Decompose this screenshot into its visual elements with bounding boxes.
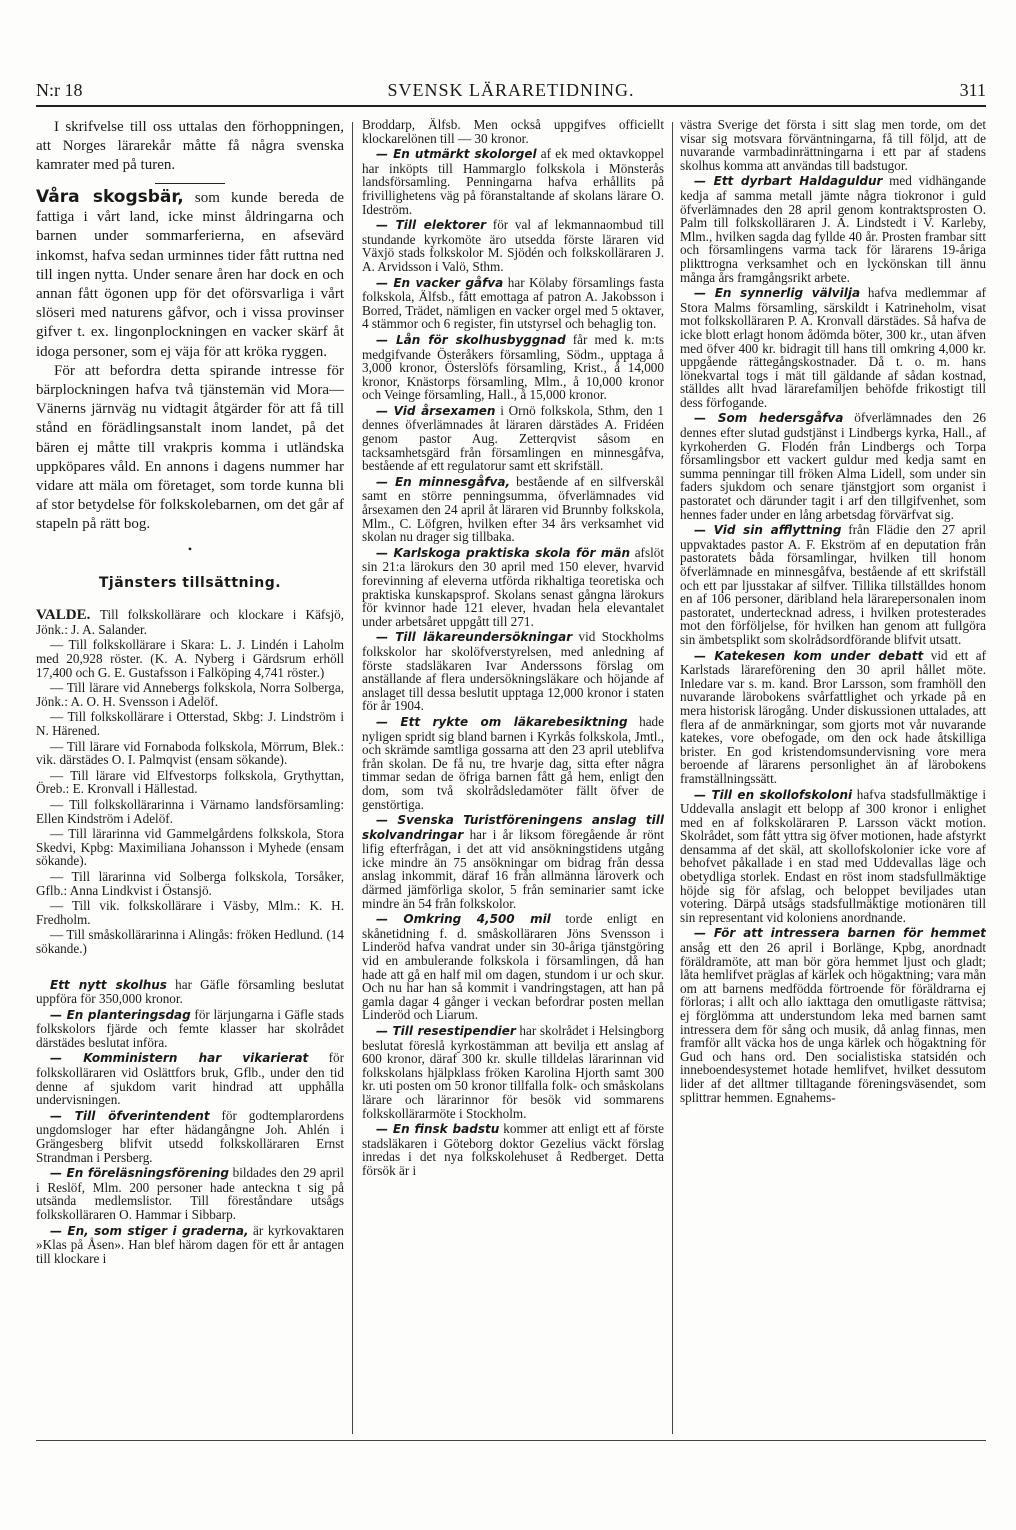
footer-rule bbox=[36, 1440, 986, 1441]
notice-keyword: — Katekesen kom under debatt bbox=[694, 648, 924, 663]
notice-text: i Ornö folkskola, Sthm, den 1 dennes öfverlämnades åt läraren därstädes A. Fridéen genom pastor Aug. Zetterqvist såsom en tacksamhetsgärd från församlingen en minnesgåfva, bestående af ett regulatorur samt ett skrifställ. bbox=[362, 402, 664, 474]
skogsbar-lead: Våra skogsbär, bbox=[36, 187, 184, 207]
notice-paragraph bbox=[362, 404, 664, 473]
appointment-item: — Till lärare vid Fornaboda folkskola, Mörrum, Blek.: vik. därstädes O. I. Palmqvist (ensam sökande). bbox=[36, 738, 344, 768]
issue-number: N:r 18 bbox=[36, 80, 83, 100]
notice-text: har i år liksom föregående år rönt lifig efterfrågan, i det att vid ansökningstidens utgång icke mindre än 75 ansökningar om bidrag från dessa anslag inkommit, däraf 16 från allmänna läroverk och därmed jämförliga skolor, 5 från seminarier samt icke mindre än 54 från folkskolor. bbox=[362, 826, 664, 911]
notice-paragraph bbox=[362, 147, 664, 216]
skogsbar-article bbox=[36, 188, 344, 535]
notice-keyword: — Vid årsexamen bbox=[376, 403, 496, 418]
notice-keyword: — En föreläsningsförening bbox=[50, 1166, 229, 1181]
notice-keyword: — Ett rykte om läkarebesiktning bbox=[376, 714, 628, 729]
skogsbar-paragraph-1: Våra skogsbär, som kunde bereda de fattiga i vårt land, icke minst åldringarna och barnen under sommarferierna, en afsevärd inkomst, hafva sedan urminnes tider fått ruttna ned till ingen nytta. Under senare åren har dock en och annan fått ögonen upp för det oförsvarliga i vårt slöseri med naturens gåfvor, och i vissa provinser gifver t. ex. lingonplockningen en vacker skärf åt idoga personer, som ej väja för att kröka ryggen. bbox=[36, 187, 344, 360]
bullet-ornament: • bbox=[187, 541, 193, 556]
notice-paragraph bbox=[36, 978, 344, 1006]
notice-keyword: — En, som stiger i graderna, bbox=[50, 1223, 249, 1238]
notice-keyword: — Komministern har vikarierat bbox=[50, 1051, 309, 1066]
notice-text: för godtemplarordens ungdomsloger har efter hädangångne Joh. Ahlén i Grängesberg blifvit utsedd folkskolläraren Ernst Strandman i Persberg. bbox=[36, 1107, 344, 1165]
notice-text: är kyrkovaktaren »Klas på Åsen». Han blef härom dagen för ett år antagen till klockare i bbox=[36, 1222, 344, 1266]
notice-text: Broddarp, Älfsb. Men också uppgifves officiellt klockarelönen till — 30 kronor. bbox=[362, 118, 664, 146]
notice-paragraph bbox=[680, 523, 986, 646]
notice-keyword: — En minnesgåfva, bbox=[376, 474, 511, 489]
notice-text: torde enligt en skånetidning f. d. småskolläraren Jöns Svensson i Linderöd hafva vandrat under sin 30-åriga tjänstgöring vid en ambulerande folkskola i församlingen, då han hade att gå en half mil om dagen, stundom i ur och skur. Och nu har han så kommit i vandringstagen, att han på gamla dagar 4 gånger i veckan befordrar posten mellan Linderöd och Liarum. bbox=[362, 911, 664, 1023]
notice-paragraph bbox=[680, 174, 986, 284]
notice-text: öfverlämnades den 26 dennes efter slutad gudstjänst i Lindbergs kyrka, Hall., af kyrkoherden G. Flodén från Lindbergs och Torpa församlingsbor ett vackert guldur med kedja samt en summa penningar till fröken Alma Lidell, som under sin faders sjukdom och senare tjänstgjort som organist i pastoratet och därunder tagit i arf den tillgifvenhet, som hennes fader under en lång arbetsdag förvärfvat sig. bbox=[680, 410, 986, 522]
notices-list-col1 bbox=[36, 978, 344, 1266]
notice-paragraph bbox=[362, 912, 664, 1022]
column-divider-2 bbox=[672, 122, 673, 1434]
notice-text: västra Sverige det första i sitt slag men torde, om det visar sig motsvara förväntningarna, få till följd, att de nuvarande varmbadinrättningarna i ett par af stadens skolhus komma att användas till badstugor. bbox=[680, 118, 986, 173]
notice-text: hade nyligen spridt sig bland barnen i Kyrkås folkskola, Jmtl., och skrämde samtliga gossarna att den 23 april uteblifva från skolan. De få nu, tre hvarje dag, sitta efter några timmar sedan de öfriga barnen fått gå hem, enligt den dom, som två skolrådsledamöter fällt öfver de genstörtiga. bbox=[362, 713, 664, 812]
journal-title: SVENSK LÄRARETIDNING. bbox=[387, 80, 635, 100]
appointment-item: — Till vik. folkskollärare i Väsby, Mlm.: K. H. Fredholm. bbox=[36, 898, 344, 927]
notice-text: har Kölaby församlings fasta folkskola, Älfsb., fått emottaga af patron A. Jakobsson i Borred, Trädet, nämligen en vacker orgel med 5 oktaver, 4 stämmor och 6 register, fin utstyrsel och behaglig ton. bbox=[362, 274, 664, 332]
notice-paragraph bbox=[36, 1109, 344, 1164]
notice-paragraph bbox=[362, 276, 664, 331]
notice-text: för folkskolläraren vid Oslättfors bruk, Gflb., under den tid denne af sjukdom varit hindrad att upphålla undervisningen. bbox=[36, 1050, 344, 1108]
notice-paragraph bbox=[680, 788, 986, 925]
notice-keyword: — Svenska Turistföreningens anslag till skolvandringar bbox=[362, 813, 664, 842]
notice-paragraph bbox=[362, 546, 664, 629]
notice-text: vid ett af Karlstads lärareförening den 30 april hållet möte. Inledare var s. m. kand. Bror Larsson, som framhöll den nuvarande lärobokens svårfattlighet och yrkade på en mera historisk lärogång. Under diskussionen uttalades, att flera af de anmärkningar, som gjorts mot vår nuvarande katekes, vore obefogade, om den ock hade åtskilliga brister. En god kristendomsundervisning vore mera beroende af lärarens personlighet än af lärobokens framställningssätt. bbox=[680, 647, 986, 786]
notice-keyword: — Till elektorer bbox=[376, 218, 487, 233]
notice-text: för val af lekmannaombud till stundande kyrkomöte äro utsedda förste läraren vid Växjö stads folkskolor M. Sjödén och folkskolläraren J. A. Arvidsson i Valö, Sthm. bbox=[362, 217, 664, 274]
notices-list-col3 bbox=[680, 118, 986, 1104]
notice-text: för lärjungarna i Gäfle stads folkskolors fjärde och femte klasser har skolrådet därstädes beslutat införa. bbox=[36, 1006, 344, 1050]
skogsbar-paragraph-2: För att befordra detta spirande intresse för bärplockningen hafva två tjänstemän vid Mora—Vänerns järnväg nu vidtagit åtgärder för att få till stånd en förädlingsanstalt inom landet, på det bären ej måtte till vrakpris komma i utländska uppköpares våld. En annons i dagens nummer har vidare att mäla om företaget, som torde kunna bli af stor betydelse för folkskolebarnen, om det går af stapeln på rätt bog. bbox=[36, 362, 344, 533]
notice-text: har skolrådet i Helsingborg beslutat föreslå kyrkostämman att bevilja ett anslag af 600 kronor, däraf 300 kr. skulle tilldelas lärarinnan vid folkskolans hjälpklass fröken Karolina Hjorth samt 300 kr. uti posten om 50 kronor tillfalla folk- och småskolans lärare och lärarinnor för besök vid sommarens folkskollärarmöte i Stockholm. bbox=[362, 1023, 664, 1121]
notice-text: ansåg ett den 26 april i Borlänge, Kpbg, anordnadt föräldramöte, att man bör göra hemmet ljust och gladt; låta hemlifvet präglas af kärlek och högaktning; vara mån om att barnens medfödda förtroende för föräldrarna ej förloras; i allt och allo iakttaga den omutligaste rättvisa; ej förglömma att understundom leka med barnen samt intressera dem för sång och musik, då anlag finnas, men framför allt väcka hos de unga kärlek och högaktning för Gud och hans ord. Den socialistiska statsidén och inneboendesystemet hotade hemlifvet, hvilket dessutom lider af det alltmer tilltagande föreningsväsendet, som splittrar hemmen. Egnahems- bbox=[680, 940, 986, 1105]
notice-text: bildades den 29 april i Reslöf, Mlm. 200 personer hade anteckna t sig på utsända medlemslistor. Till föreståndare utsågs folkskolläraren O. Hammar i Sibbarp. bbox=[36, 1165, 344, 1222]
notice-paragraph bbox=[36, 1224, 344, 1266]
notices-list-col2 bbox=[362, 118, 664, 1178]
appointment-item: VALDE. Till folkskollärare och klockare i Käfsjö, Jönk.: J. A. Salander. bbox=[36, 607, 344, 637]
notice-paragraph bbox=[362, 118, 664, 145]
header-rule bbox=[36, 105, 986, 107]
appointment-item: — Till småskollärarinna i Alingås: fröken Hedlund. (14 sökande.) bbox=[36, 927, 344, 956]
notice-paragraph bbox=[362, 218, 664, 273]
notice-text: med vidhängande kedja af samma metall jämte några tiokronor i guld öfverlämnades den 28 april genom kontraktsprosten O. Palm till folkskolläraren J. A. Lindstedt i V. Karleby, Mlm., hvilken sagda dag fyllde 40 år. Prosten frambar sitt och församlingens varma tack för lärarens 19-åriga plikttrogna verksamhet och en lyckönskan till ännu många års framgångsrikt arbete. bbox=[680, 173, 986, 285]
appointment-item: — Till folkskollärarinna i Värnamo landsförsamling: Ellen Kindström i Adelöf. bbox=[36, 796, 344, 826]
notice-paragraph bbox=[680, 286, 986, 409]
notice-keyword: — Till en skollofskoloni bbox=[694, 787, 853, 802]
notice-paragraph bbox=[362, 333, 664, 402]
notice-text: hafva medlemmar af Stora Malms församling, särskildt i Katrineholm, visat mot folkskolläraren P. A. Kronvall därstädes. Så hafva de icke blott erlagt honom ådömda böter, 300 kr., utan äfven med öfver 400 kr. bidragit till hans till omkring 4,000 kr. uppgående rättegångskostnader. Då t. o. m. hans lönekvartal togs i mät till gäldande af sådan kostnad, ställdes allt hvad lärarefamiljen behöfde frikostigt till dess förfogande. bbox=[680, 285, 986, 410]
notice-keyword: — Som hedersgåfva bbox=[694, 411, 844, 426]
notice-keyword: — En synnerlig välvilja bbox=[694, 286, 861, 301]
notice-text: afslöt sin 21:a lärokurs den 30 april med 150 elever, hvarvid forevinning af eleverna utförda rikhaltiga teoretiska och praktiska kunskapsprof. Skolans senast gångna lärokurs för kvinnor hade 121 elever, hvadan hela elevantalet under arbetsåret uppgått till 271. bbox=[362, 544, 664, 629]
notice-paragraph bbox=[362, 475, 664, 544]
notice-keyword: Ett nytt skolhus bbox=[50, 977, 167, 992]
notice-text: får med k. m:ts medgifvande Österåkers församling, Södm., upptaga å 3,000 kronor, Österslöfs församling, Krist., å 14,000 kronor, Knästorps församling, Mlm., å 10,000 kronor och Veinge församling, Hall., å 15,000 kronor. bbox=[362, 331, 664, 403]
notice-paragraph bbox=[680, 926, 986, 1104]
page-header bbox=[36, 76, 986, 104]
notice-text: af ek med oktavkoppel har inköpts till Hammarglo folkskola i Mönsterås landsförsamling. Penningarna hafva erhållits på frivillighetens väg på föranstaltande af skolans lärare O. Ideström. bbox=[362, 146, 664, 217]
notice-keyword: — En vacker gåfva bbox=[376, 275, 504, 290]
appointment-item: — Till lärarinna vid Gammelgårdens folkskola, Stora Skedvi, Kpbg: Maximiliana Johansson i Myhede (ensam sökande). bbox=[36, 826, 344, 869]
appointment-item: — Till folkskollärare i Skara: L. J. Lindén i Laholm med 20,928 röster. (K. A. Nyberg i Gärdsrum erhöll 17,400 och G. E. Gustafsson i Falköping 4,741 röster.) bbox=[36, 637, 344, 680]
notice-paragraph bbox=[362, 1024, 664, 1120]
intro-paragraph: I skrifvelse till oss uttalas den förhoppningen, att Norges lärarekår måtte få några svenska kamrater med på turen. bbox=[36, 119, 344, 173]
notice-paragraph bbox=[680, 118, 986, 172]
column-3 bbox=[680, 118, 986, 1436]
notice-keyword: — Till resestipendier bbox=[376, 1024, 516, 1038]
notice-text: bestående af en silfverskål samt en större penningsumma, öfverlämnades vid årsexamen den 24 april åt läraren vid Brunnby folkskola, Mlm., C. Löfgren, hvilken efter 34 års verksamhet vid skolan nu drager sig tillbaka. bbox=[362, 473, 664, 545]
notice-text: vid Stockholms folkskolor har skolöfverstyrelsen, med anledning af förste stadsläkaren Ivar Anderssons förslag om anställande af flera undersökningsläkare och höjande af anslaget till dessa beslutit upptaga 12,000 kronor i staten för år 1904. bbox=[362, 629, 664, 714]
column-divider-1 bbox=[352, 122, 353, 1434]
notice-paragraph bbox=[36, 1166, 344, 1221]
notice-paragraph bbox=[362, 813, 664, 910]
appointments-list bbox=[36, 608, 344, 955]
notice-text: har Gäfle församling beslutat uppföra för 350,000 kronor. bbox=[36, 976, 344, 1007]
valde-lead: VALDE. bbox=[36, 607, 100, 624]
notice-paragraph bbox=[36, 1051, 344, 1106]
notice-keyword: — En finsk badstu bbox=[376, 1122, 500, 1137]
separator-rule bbox=[155, 183, 225, 184]
notice-paragraph bbox=[362, 630, 664, 713]
appointment-item: — Till lärare vid Annebergs folkskola, Norra Solberga, Jönk.: A. O. H. Svensson i Adelöf. bbox=[36, 680, 344, 709]
appointment-item: — Till lärare vid Elfvestorps folkskola, Grythyttan, Öreb.: E. Kronvall i Hällestad. bbox=[36, 767, 344, 797]
notice-keyword: — Ett dyrbart Haldaguldur bbox=[694, 174, 883, 189]
notice-paragraph bbox=[362, 1122, 664, 1177]
column-1 bbox=[36, 118, 344, 1436]
notice-keyword: — Karlskoga praktiska skola för män bbox=[376, 545, 631, 560]
notice-text: kommer att enligt ett af förste stadsläkaren i Göteborg doktor Gezelius väckt förslag inredas i det nya folkskolehuset å Redberget. Detta försök är i bbox=[362, 1121, 664, 1178]
notice-keyword: — Till öfverintendent bbox=[50, 1108, 210, 1123]
appointment-item: — Till lärarinna vid Solberga folkskola, Torsåker, Gflb.: Anna Lindkvist i Östansjö. bbox=[36, 868, 344, 898]
notice-keyword: — Till läkareundersökningar bbox=[376, 630, 573, 645]
notice-text: hafva stadsfullmäktige i Uddevalla anslagit ett belopp af 300 kronor i enlighet med en af folkskoläraren P. Larsson väckt motion. Skolrådet, som fått yttra sig öfver motionen, hade afstyrkt densamma af det skäl, att skollofskolonier icke vore af behofvet påkallade i en stad med Uddevallas läge och obetydliga storlek. Endast en röst inom stadsfullmäktige höjde sig för afslag, och beloppet beviljades utan votering. Därpå utsågs stadsfullmäktige motionären till sin representant vid koloniens anordnande. bbox=[680, 786, 986, 925]
column-2 bbox=[362, 118, 664, 1436]
page-number: 311 bbox=[959, 80, 986, 100]
notice-paragraph bbox=[680, 411, 986, 521]
appointment-item: — Till folkskollärare i Otterstad, Skbg: J. Lindström i N. Härened. bbox=[36, 709, 344, 738]
notice-keyword: — En utmärkt skolorgel bbox=[376, 147, 537, 162]
notice-paragraph bbox=[36, 1008, 344, 1050]
notice-paragraph bbox=[680, 649, 986, 786]
notice-keyword: — Lån för skolhusbyggnad bbox=[376, 332, 566, 347]
notice-keyword: — För att intressera barnen för hemmet bbox=[694, 926, 986, 941]
notice-keyword: — En planteringsdag bbox=[50, 1007, 191, 1022]
notice-text: från Flädie den 27 april uppvaktades pastor A. F. Ekström af en deputation från pastoratets båda församlingar, hvilken till honom öfverlämnade en minnesgåfva, bestående af ett skrifställ och ett par ljusstakar af silfver. Tillika tillställdes honom en af 106 personer, däribland hela lärarepersonalen inom pastoratet, undertecknad adress, i hvilken protesterades mot den förföljelse, för hvilken han genom att fullgöra sin ämbetsplikt som skolrådsordförande blifvit utsatt. bbox=[680, 522, 986, 647]
section-title: Tjänsters tillsättning. bbox=[98, 574, 282, 591]
notice-paragraph bbox=[362, 715, 664, 811]
notice-keyword: — Vid sin afflyttning bbox=[694, 523, 842, 538]
notice-keyword: — Omkring 4,500 mil bbox=[376, 912, 551, 927]
